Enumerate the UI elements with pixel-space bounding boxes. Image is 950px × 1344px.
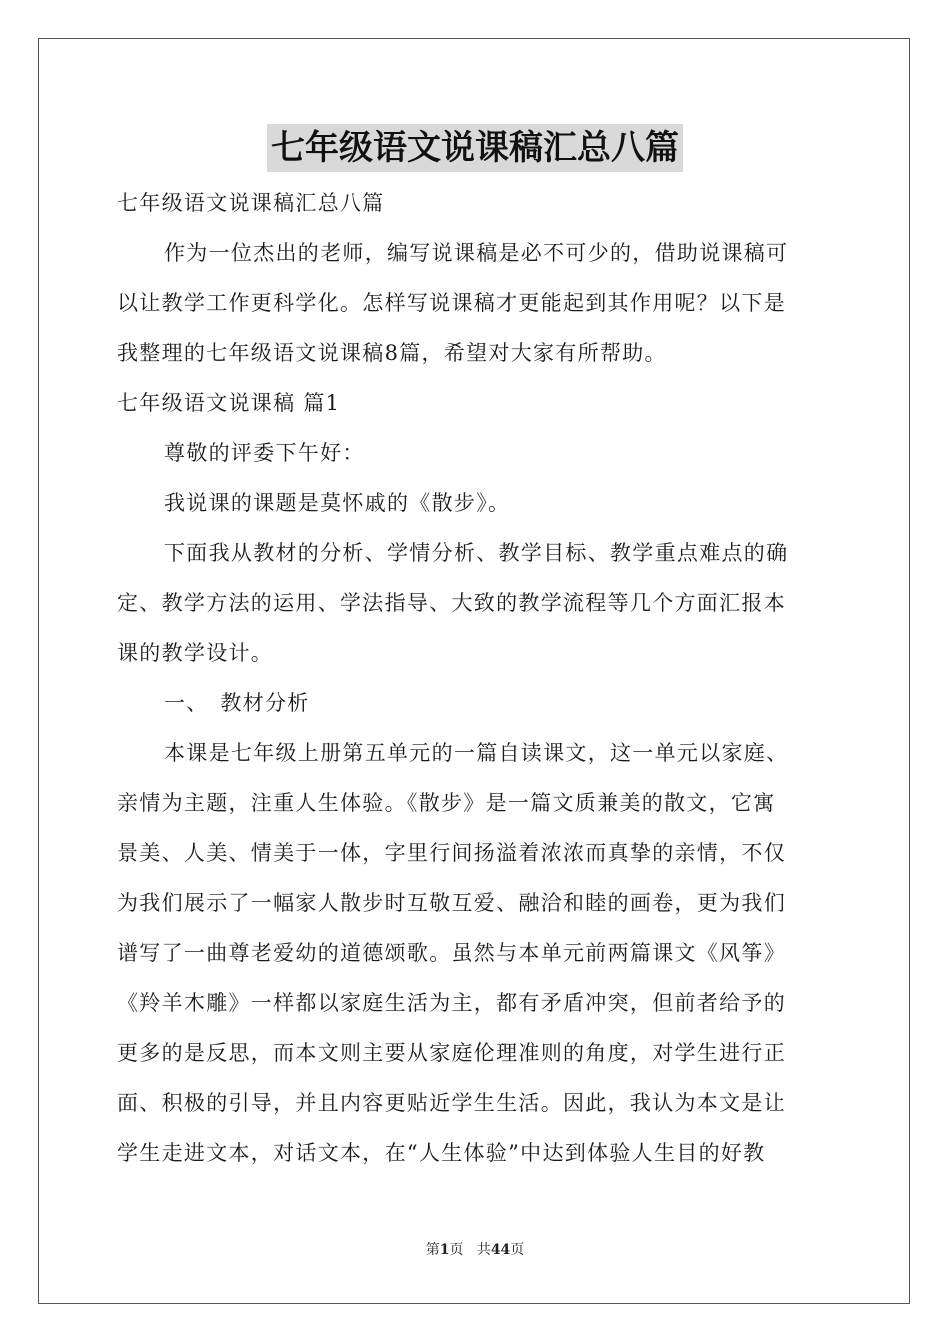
text-line: 《羚羊木雕》一样都以家庭生活为主，都有矛盾冲突，但前者给予的 xyxy=(117,991,786,1015)
text-line: 我说课的课题是莫怀戚的《散步》。 xyxy=(164,491,511,515)
text-line: 课的教学设计。 xyxy=(117,641,274,665)
text-line: 本课是七年级上册第五单元的一篇自读课文，这一单元以家庭、 xyxy=(164,741,789,765)
footer-total-pages: 44 xyxy=(490,1242,511,1258)
footer-page-suffix: 页 xyxy=(449,1242,464,1258)
text-line: 作为一位杰出的老师，编写说课稿是必不可少的，借助说课稿可 xyxy=(164,241,789,265)
text-line: 更多的是反思，而本文则主要从家庭伦理准则的角度，对学生进行正 xyxy=(117,1041,786,1065)
text-line: 七年级语文说课稿汇总八篇 xyxy=(117,191,385,215)
text-line: 我整理的七年级语文说课稿8篇，希望对大家有所帮助。 xyxy=(117,341,667,365)
text-line: 面、积极的引导，并且内容更贴近学生生活。因此，我认为本文是让 xyxy=(117,1091,786,1115)
text-line: 谱写了一曲尊老爱幼的道德颂歌。虽然与本单元前两篇课文《风筝》 xyxy=(117,941,786,965)
text-line: 为我们展示了一幅家人散步时互敬互爱、融洽和睦的画卷，更为我们 xyxy=(117,891,786,915)
footer-page-prefix: 第 xyxy=(425,1242,440,1258)
document-body xyxy=(117,178,833,1178)
text-line: 下面我从教材的分析、学情分析、教学目标、教学重点难点的确 xyxy=(164,541,789,565)
text-line: 学生走进文本，对话文本，在“人生体验”中达到体验人生目的好教 xyxy=(117,1141,766,1165)
text-line: 一、 教材分析 xyxy=(164,691,310,715)
title-area xyxy=(0,124,950,172)
text-line: 尊敬的评委下午好： xyxy=(164,441,365,465)
text-line: 景美、人美、情美于一体，字里行间扬溢着浓浓而真挚的亲情，不仅 xyxy=(117,841,786,865)
text-line: 七年级语文说课稿 篇1 xyxy=(117,391,341,415)
page-footer xyxy=(0,1240,950,1260)
footer-total-prefix: 共 xyxy=(476,1242,491,1258)
text-line: 以让教学工作更科学化。怎样写说课稿才更能起到其作用呢？以下是 xyxy=(117,291,786,315)
footer-total-suffix: 页 xyxy=(510,1242,525,1258)
text-line: 定、教学方法的运用、学法指导、大致的教学流程等几个方面汇报本 xyxy=(117,591,786,615)
document-title: 七年级语文说课稿汇总八篇 xyxy=(267,124,683,172)
text-line: 亲情为主题，注重人生体验。《散步》是一篇文质兼美的散文，它寓 xyxy=(117,791,776,815)
footer-page-number: 1 xyxy=(439,1242,450,1258)
